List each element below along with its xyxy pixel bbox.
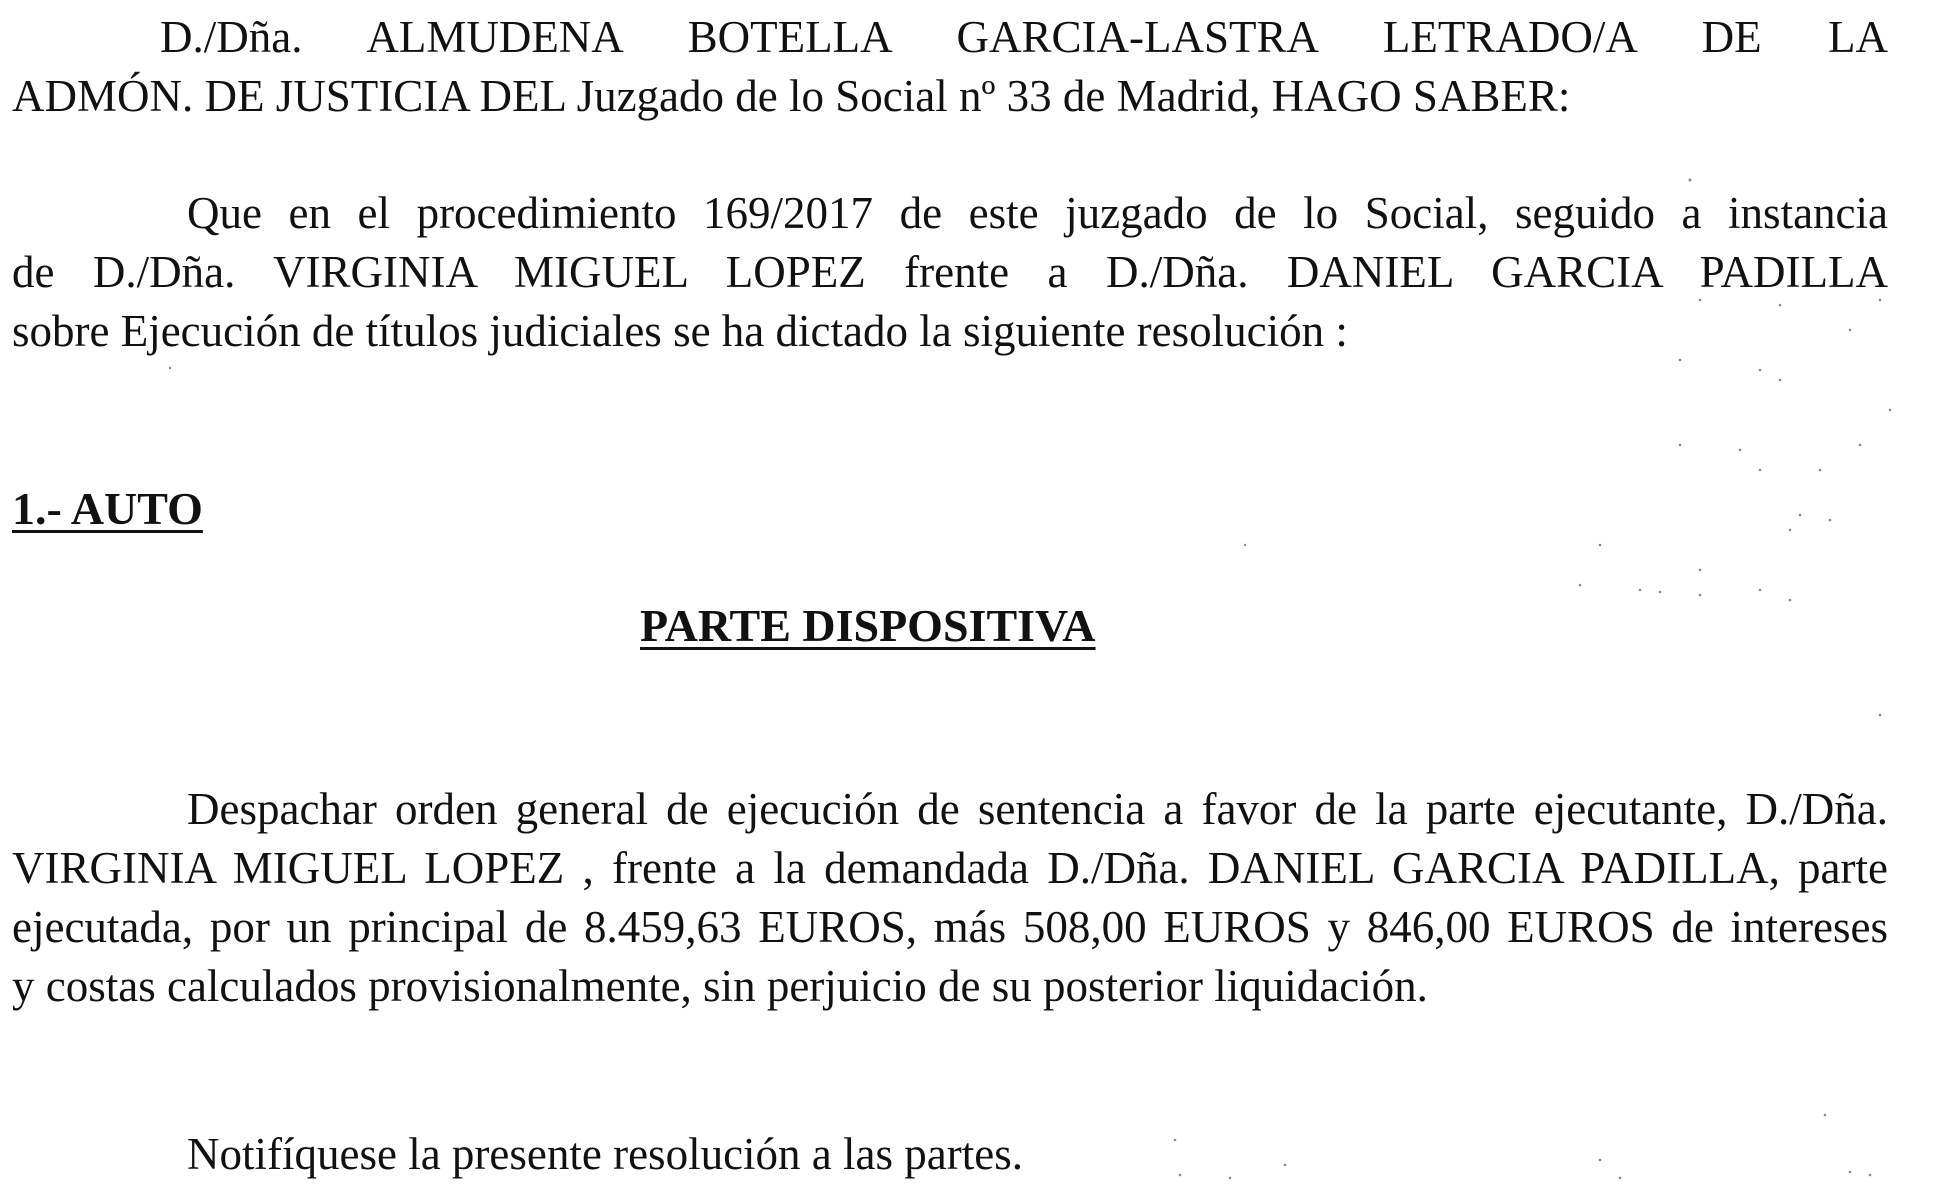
dispositive-line-1: Despachar orden general de ejecución de sentencia a favor de la parte ejecutante, D./Dña. <box>187 784 1888 834</box>
intro-line-1: D./Dña. ALMUDENA BOTELLA GARCIA-LASTRA LETRADO/A DE LA <box>160 12 1888 62</box>
procedure-line-1: Que en el procedimiento 169/2017 de este juzgado de lo Social, seguido a instancia <box>187 188 1888 238</box>
section-heading: 1.- AUTO <box>12 483 203 534</box>
dispositive-line-2: VIRGINIA MIGUEL LOPEZ , frente a la demandada D./Dña. DANIEL GARCIA PADILLA, parte <box>12 843 1888 893</box>
dispositive-line-3: ejecutada, por un principal de 8.459,63 EUROS, más 508,00 EUROS y 846,00 EUROS de intereses <box>12 902 1888 952</box>
dispositive-line-4: y costas calculados provisionalmente, sin perjuicio de su posterior liquidación. <box>12 961 1428 1011</box>
procedure-line-2: de D./Dña. VIRGINIA MIGUEL LOPEZ frente a D./Dña. DANIEL GARCIA PADILLA <box>12 247 1888 297</box>
subheading: PARTE DISPOSITIVA <box>640 600 1096 651</box>
dispositive-paragraph <box>12 780 1888 1016</box>
intro-line-2: ADMÓN. DE JUSTICIA DEL Juzgado de lo Social nº 33 de Madrid, HAGO SABER: <box>12 71 1571 121</box>
procedure-line-3: sobre Ejecución de títulos judiciales se ha dictado la siguiente resolución : <box>12 306 1348 356</box>
notification-line: Notifíquese la presente resolución a las partes. <box>187 1129 1023 1179</box>
procedure-paragraph <box>12 184 1888 361</box>
intro-paragraph <box>12 8 1888 126</box>
